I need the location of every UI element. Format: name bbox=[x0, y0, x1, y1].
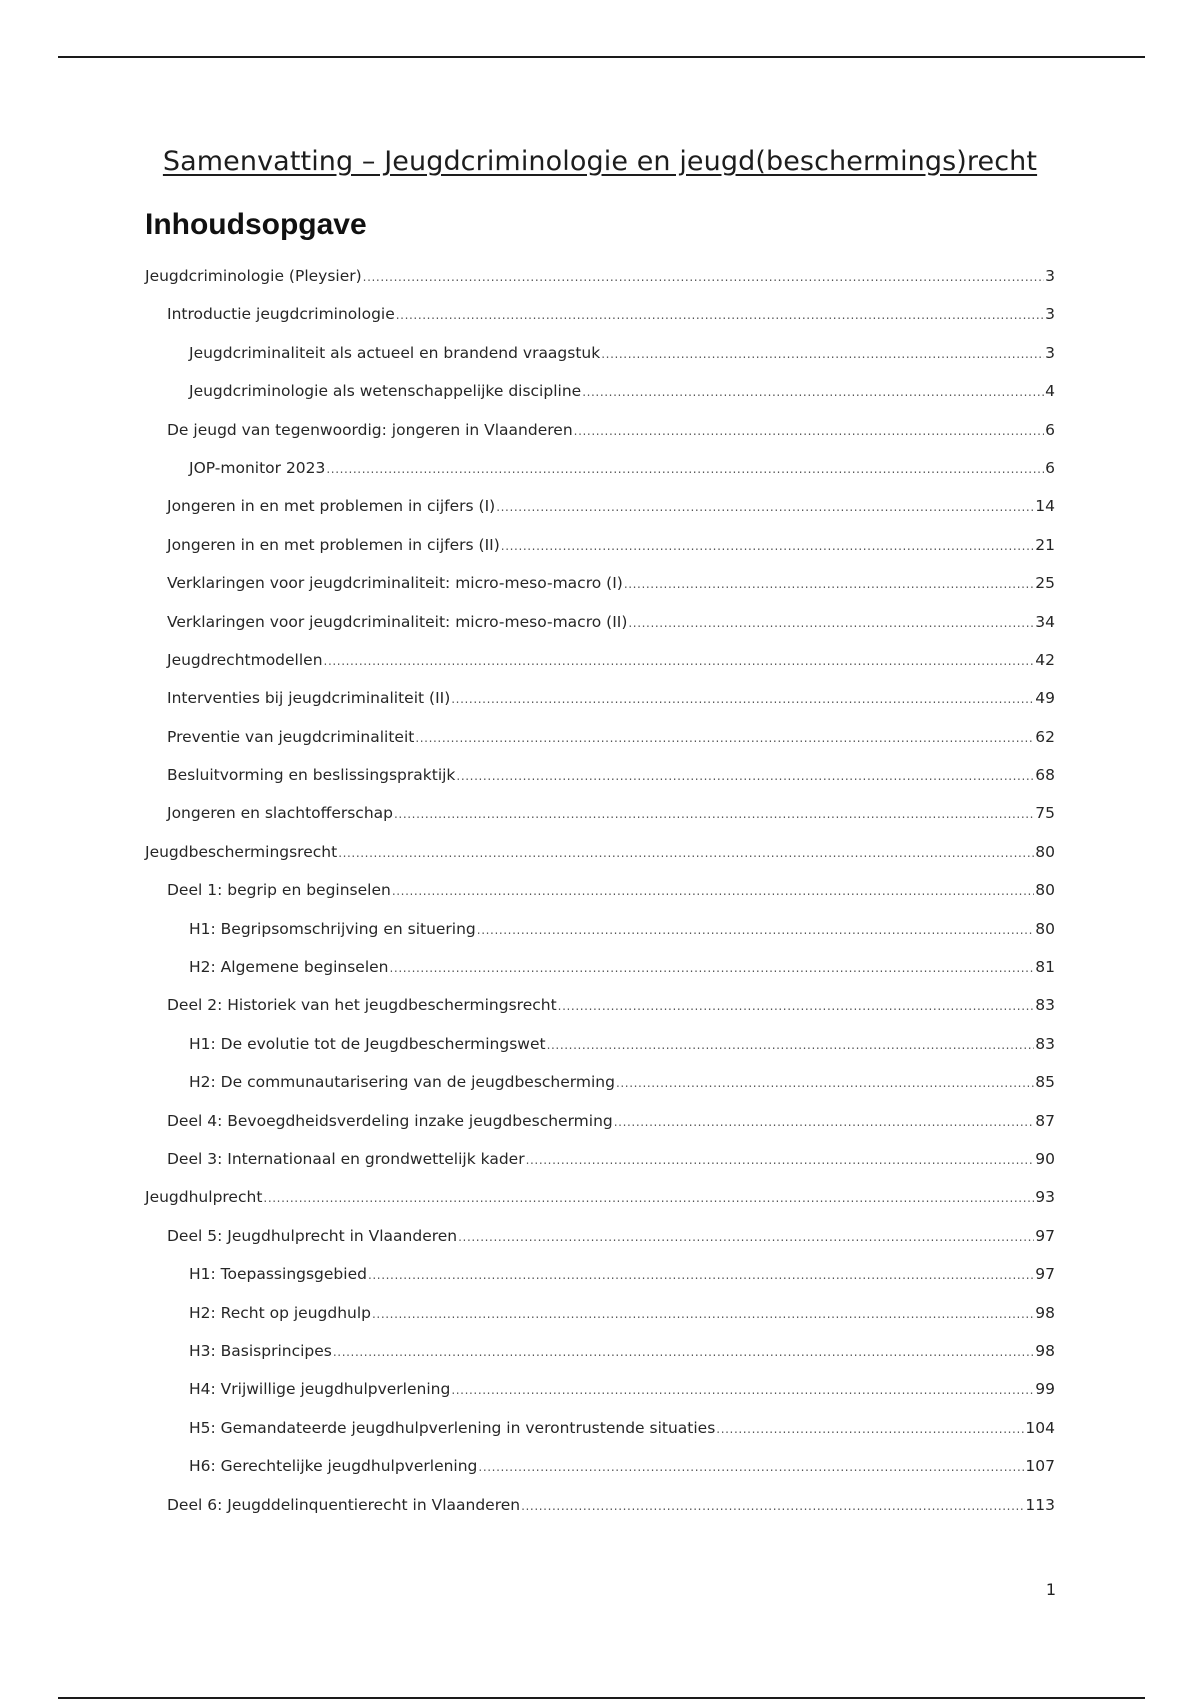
toc-entry-page: 3 bbox=[1045, 305, 1055, 324]
toc-entry-page: 4 bbox=[1045, 382, 1055, 401]
toc-entry-title: Verklaringen voor jeugdcriminaliteit: micro-meso-macro (I) bbox=[167, 574, 623, 593]
toc-entry[interactable] bbox=[145, 838, 1055, 876]
toc-entry-page: 85 bbox=[1035, 1073, 1055, 1092]
toc-entry-page: 98 bbox=[1035, 1341, 1055, 1360]
toc-entry-title: Interventies bij jeugdcriminaliteit (II) bbox=[167, 689, 451, 708]
toc-dot-leader bbox=[616, 1069, 1034, 1097]
toc-entry-page: 113 bbox=[1025, 1495, 1055, 1514]
document-title: Samenvatting – Jeugdcriminologie en jeugd(beschermings)recht bbox=[162, 146, 1038, 177]
toc-entry-page: 90 bbox=[1035, 1149, 1055, 1168]
toc-entry-page: 83 bbox=[1035, 1034, 1055, 1053]
toc-entry-title: De jeugd van tegenwoordig: jongeren in Vlaanderen bbox=[167, 420, 573, 439]
toc-entry-page: 93 bbox=[1035, 1188, 1055, 1207]
toc-entry-page: 83 bbox=[1035, 996, 1055, 1015]
toc-entry-page: 68 bbox=[1035, 766, 1055, 785]
toc-entry-title: Jongeren in en met problemen in cijfers (II) bbox=[167, 535, 500, 554]
toc-dot-leader bbox=[324, 647, 1035, 675]
toc-entry-title: Deel 2: Historiek van het jeugdbeschermingsrecht bbox=[167, 996, 557, 1015]
toc-entry-title: H1: Begripsomschrijving en situering bbox=[189, 919, 476, 938]
toc-entry-title: H2: Algemene beginselen bbox=[189, 958, 389, 977]
toc-dot-leader bbox=[501, 532, 1034, 560]
toc-entry-page: 104 bbox=[1025, 1418, 1055, 1437]
toc-entry-page: 34 bbox=[1035, 612, 1055, 631]
toc-dot-leader bbox=[458, 1223, 1034, 1251]
toc-dot-leader bbox=[456, 762, 1034, 790]
toc-dot-leader bbox=[326, 455, 1044, 483]
toc-entry-title: Jeugdbeschermingsrecht bbox=[145, 842, 338, 861]
toc-entry-page: 3 bbox=[1045, 343, 1055, 362]
toc-entry-page: 3 bbox=[1045, 267, 1055, 285]
toc-entry-title: H6: Gerechtelijke jeugdhulpverlening bbox=[189, 1457, 478, 1476]
toc-entry[interactable] bbox=[145, 1414, 1055, 1452]
toc-entry[interactable] bbox=[145, 569, 1055, 607]
header-rule bbox=[58, 56, 1145, 58]
toc-entry[interactable] bbox=[145, 1107, 1055, 1145]
toc-entry-title: Jeugdrechtmodellen bbox=[167, 650, 323, 669]
toc-dot-leader bbox=[338, 839, 1034, 867]
toc-dot-leader bbox=[451, 685, 1034, 713]
toc-entry[interactable] bbox=[145, 953, 1055, 991]
toc-entry-page: 42 bbox=[1035, 650, 1055, 669]
toc-entry-title: Jongeren en slachtofferschap bbox=[167, 804, 393, 823]
toc-entry-title: H4: Vrijwillige jeugdhulpverlening bbox=[189, 1380, 451, 1399]
toc-dot-leader bbox=[392, 877, 1034, 905]
toc-entry-page: 97 bbox=[1035, 1265, 1055, 1284]
toc-entry[interactable] bbox=[145, 608, 1055, 646]
toc-entry[interactable] bbox=[145, 531, 1055, 569]
toc-entry-page: 14 bbox=[1035, 497, 1055, 516]
toc-dot-leader bbox=[601, 340, 1044, 368]
toc-entry-page: 6 bbox=[1045, 420, 1055, 439]
toc-entry-title: Verklaringen voor jeugdcriminaliteit: micro-meso-macro (II) bbox=[167, 612, 628, 631]
toc-entry-page: 107 bbox=[1025, 1457, 1055, 1476]
toc-dot-leader bbox=[478, 1453, 1024, 1481]
toc-entry-page: 21 bbox=[1035, 535, 1055, 554]
toc-dot-leader bbox=[521, 1492, 1024, 1520]
table-of-contents bbox=[145, 262, 1055, 1529]
toc-entry-title: Jongeren in en met problemen in cijfers (I) bbox=[167, 497, 496, 516]
toc-entry[interactable] bbox=[145, 1299, 1055, 1337]
toc-entry[interactable] bbox=[145, 416, 1055, 454]
toc-entry-title: H1: De evolutie tot de Jeugdbeschermingswet bbox=[189, 1034, 546, 1053]
toc-entry-title: Jeugdcriminologie (Pleysier) bbox=[145, 267, 362, 285]
toc-entry[interactable] bbox=[145, 876, 1055, 914]
toc-dot-leader bbox=[390, 954, 1035, 982]
toc-entry-page: 99 bbox=[1035, 1380, 1055, 1399]
toc-entry-title: Deel 5: Jeugdhulprecht in Vlaanderen bbox=[167, 1226, 458, 1245]
toc-dot-leader bbox=[574, 417, 1044, 445]
toc-entry-page: 98 bbox=[1035, 1303, 1055, 1322]
toc-entry-page: 80 bbox=[1035, 881, 1055, 900]
toc-entry[interactable] bbox=[145, 723, 1055, 761]
toc-entry[interactable] bbox=[145, 1145, 1055, 1183]
footer-rule bbox=[58, 1697, 1145, 1699]
toc-entry-page: 6 bbox=[1045, 458, 1055, 477]
toc-dot-leader bbox=[628, 609, 1034, 637]
toc-dot-leader bbox=[394, 800, 1034, 828]
toc-dot-leader bbox=[558, 992, 1035, 1020]
toc-entry-title: H5: Gemandateerde jeugdhulpverlening in verontrustende situaties bbox=[189, 1418, 716, 1437]
toc-entry[interactable] bbox=[145, 684, 1055, 722]
toc-entry[interactable] bbox=[145, 454, 1055, 492]
toc-entry[interactable] bbox=[145, 1375, 1055, 1413]
toc-entry[interactable] bbox=[145, 761, 1055, 799]
toc-dot-leader bbox=[415, 724, 1034, 752]
toc-entry[interactable] bbox=[145, 646, 1055, 684]
toc-entry-title: Jeugdcriminaliteit als actueel en brandend vraagstuk bbox=[189, 343, 601, 362]
toc-entry-title: Deel 3: Internationaal en grondwettelijk kader bbox=[167, 1149, 525, 1168]
toc-entry-title: H2: Recht op jeugdhulp bbox=[189, 1303, 372, 1322]
toc-entry[interactable] bbox=[145, 1337, 1055, 1375]
toc-entry-title: H1: Toepassingsgebied bbox=[189, 1265, 367, 1284]
toc-dot-leader bbox=[496, 493, 1034, 521]
toc-entry[interactable] bbox=[145, 799, 1055, 837]
toc-heading: Inhoudsopgave bbox=[145, 208, 367, 241]
toc-dot-leader bbox=[614, 1108, 1035, 1136]
toc-entry[interactable] bbox=[145, 262, 1055, 300]
toc-dot-leader bbox=[526, 1146, 1035, 1174]
toc-entry[interactable] bbox=[145, 1452, 1055, 1490]
toc-entry-title: Introductie jeugdcriminologie bbox=[167, 305, 395, 324]
toc-dot-leader bbox=[582, 378, 1044, 406]
toc-entry-page: 62 bbox=[1035, 727, 1055, 746]
toc-dot-leader bbox=[477, 916, 1034, 944]
toc-entry-title: JOP-monitor 2023 bbox=[189, 458, 326, 477]
toc-dot-leader bbox=[396, 301, 1044, 329]
toc-dot-leader bbox=[716, 1415, 1024, 1443]
toc-entry[interactable] bbox=[145, 300, 1055, 338]
toc-entry-title: Jeugdhulprecht bbox=[145, 1188, 263, 1207]
toc-entry-page: 25 bbox=[1035, 574, 1055, 593]
toc-entry-page: 97 bbox=[1035, 1226, 1055, 1245]
toc-dot-leader bbox=[333, 1338, 1034, 1366]
toc-entry[interactable] bbox=[145, 1222, 1055, 1260]
toc-dot-leader bbox=[368, 1261, 1034, 1289]
toc-entry-title: Deel 1: begrip en beginselen bbox=[167, 881, 391, 900]
toc-entry[interactable] bbox=[145, 1030, 1055, 1068]
toc-entry[interactable] bbox=[145, 1491, 1055, 1529]
toc-entry[interactable] bbox=[145, 991, 1055, 1029]
toc-dot-leader bbox=[372, 1300, 1034, 1328]
toc-entry-page: 80 bbox=[1035, 842, 1055, 861]
toc-entry[interactable] bbox=[145, 1068, 1055, 1106]
toc-entry-page: 87 bbox=[1035, 1111, 1055, 1130]
toc-entry-page: 75 bbox=[1035, 804, 1055, 823]
toc-entry[interactable] bbox=[145, 377, 1055, 415]
toc-dot-leader bbox=[451, 1376, 1034, 1404]
toc-entry[interactable] bbox=[145, 1260, 1055, 1298]
toc-entry-title: Jeugdcriminologie als wetenschappelijke discipline bbox=[189, 382, 582, 401]
toc-entry-page: 49 bbox=[1035, 689, 1055, 708]
toc-entry-title: Besluitvorming en beslissingspraktijk bbox=[167, 766, 456, 785]
toc-dot-leader bbox=[624, 570, 1034, 598]
toc-entry-page: 81 bbox=[1035, 958, 1055, 977]
toc-entry-title: Preventie van jeugdcriminaliteit bbox=[167, 727, 415, 746]
toc-entry[interactable] bbox=[145, 339, 1055, 377]
toc-entry[interactable] bbox=[145, 492, 1055, 530]
page-number: 1 bbox=[1045, 1580, 1056, 1599]
toc-entry[interactable] bbox=[145, 1183, 1055, 1221]
toc-entry-title: H2: De communautarisering van de jeugdbescherming bbox=[189, 1073, 615, 1092]
toc-entry-title: Deel 6: Jeugddelinquentierecht in Vlaanderen bbox=[167, 1495, 521, 1514]
toc-dot-leader bbox=[547, 1031, 1035, 1059]
toc-entry-title: H3: Basisprincipes bbox=[189, 1341, 332, 1360]
toc-dot-leader bbox=[263, 1184, 1034, 1212]
toc-entry-page: 80 bbox=[1035, 919, 1055, 938]
toc-entry-title: Deel 4: Bevoegdheidsverdeling inzake jeugdbescherming bbox=[167, 1111, 613, 1130]
toc-entry[interactable] bbox=[145, 915, 1055, 953]
toc-dot-leader bbox=[363, 263, 1044, 291]
